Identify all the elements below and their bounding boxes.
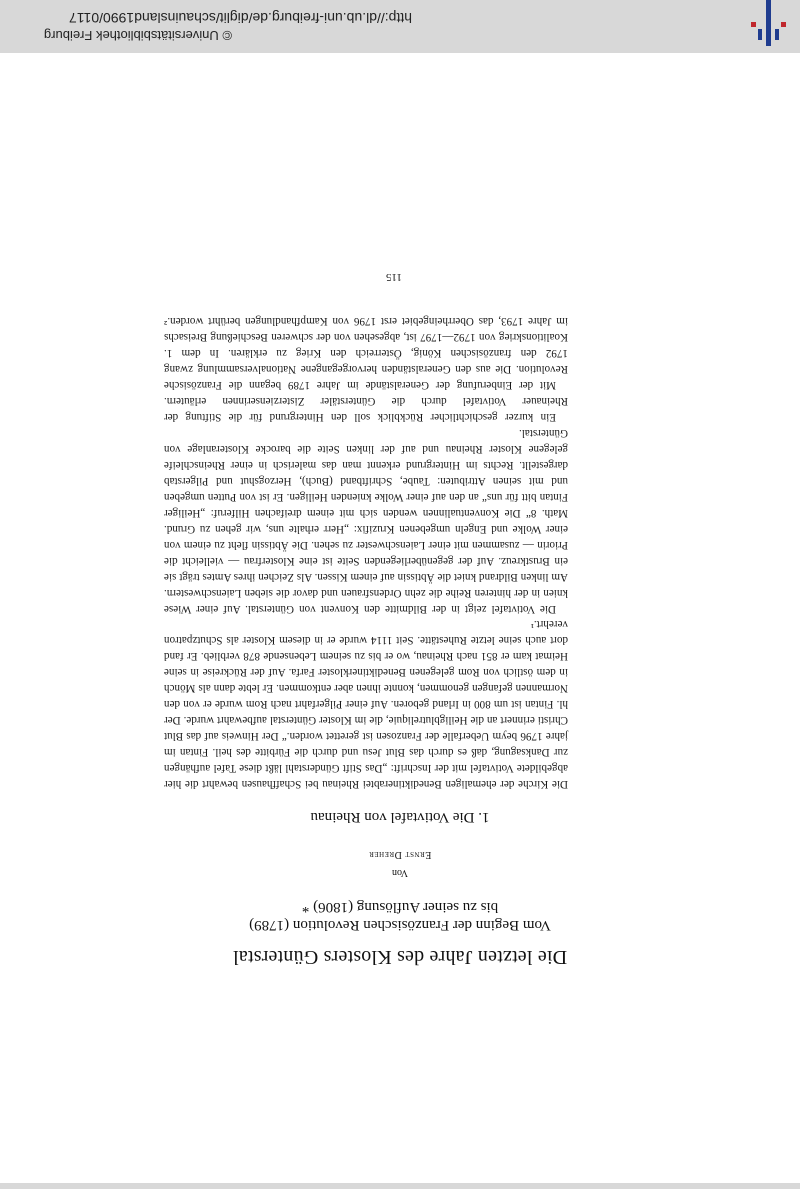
paragraph: Die Kirche der ehemaligen Benediktinerabtei Rheinau bei Schaffhausen bewahrt die hier abgebildete Votivtafel mit der Inschrift: „Das Stift Günderstahl läßt diese Tafel aufhängen zur Danksagung, daß es durch das Blut Jesu und durch die Fürbitte des heil. Fintan im jahre 1796 beym Ueberfalle der Franzosen ist gerettet worden.“ Der Hinweis auf das Blut Christi erinnert an die Heiligblutreliquie, die im Kloster Günterstal aufbewahrt wurde. Der hl. Fintan ist um 800 in Irland geboren. Auf einer Pilgerfahrt nach Rom wurde er von den Normannen gefangen genommen, konnte ihnen aber entkommen. Er lebte dann als Mönch in dem östlich von Rom gelegenen Benediktinerkloster Farfa. Auf der Rückreise in seine Heimat kam er 851 nach Rheinau, wo er bis zu seinem Lebensende 878 verblieb. Er fand dort auch seine letzte Ruhestätte. Seit 1114 wurde er in diesem Kloster als Schutzpatron verehrt.¹ [164, 618, 568, 790]
byline-von: Von [392, 867, 408, 878]
article-subtitle-line1: Vom Beginn der Französischen Revolution (1789) [249, 917, 551, 933]
footer-bar [0, 1183, 800, 1189]
article-title: Die letzten Jahre des Klosters Günterstal [232, 946, 568, 968]
paragraph: Mit der Einberufung der Generalstände im Jahre 1789 begann die Französische Revolution. Die aus den Generalständen hervorgegangene Nationalversammlung zwang 1792 den französischen König, Österreich den Krieg zu erklären. In dem 1. Koalitionskrieg von 1792—1797 ist, abgesehen von der schweren Beschießung Breisachs im Jahre 1793, das Oberrheingebiet erst 1796 von Kampfhandlungen berührt worden.² [164, 315, 568, 392]
library-copyright: © Universitätsbibliothek Freiburg [43, 28, 232, 43]
page-number: 115 [385, 271, 403, 283]
document-url-link[interactable]: http://dl.ub.uni-freiburg.de/diglit/schauinsland1990/0117 [69, 10, 412, 26]
author-name: Ernst Dreher [368, 849, 432, 860]
university-library-logo-icon [746, 0, 792, 46]
paragraph: Die Votivtafel zeigt in der Bildmitte den Konvent von Günterstal. Auf einer Wiese knien in der hinteren Reihe die zehn Ordensfrauen und davor die sieben Laienschwestern. Am linken Bildrand kniet die Äbtissin auf einem Kissen. Als Zeichen ihres Amtes trägt sie ein Brustkreuz. Auf der gegenüberliegenden Seite ist eine Klosterfrau — vielleicht die Priorin — zusammen mit einer Laienschwester zu sehen. Die Äbtissin fleht zu einem von einer Wolke und Engeln umgebenen Kruzifix: „Herr erhalte uns, wir gehen zu Grund. Math. 8“ Die Konventualinnen wenden sich mit einem dreifachen Hilferuf: „Heiliger Fintan bitt für uns“ an den auf einer Wolke knienden Heiligen. Er ist von Putten umgeben und mit seinen Attributen: Taube, Schriftband (Buch), Herzogshut und Pilgerstab dargestellt. Rechts im Hintergrund erkennt man das malerisch in einer Rheinschleife gelegene Kloster Rheinau und auf der linken Seite die barocke Klosteranlage von Günterstal. [164, 427, 568, 615]
section-heading: 1. Die Votivtafel von Rheinau [310, 809, 490, 825]
paragraph: Ein kurzer geschichtlicher Rückblick soll den Hintergrund für die Stiftung der Rheinauer Votivtafel durch die Günterstäler Zisterzienserinnen erläutern. [164, 395, 568, 424]
article-body [164, 312, 568, 791]
article-subtitle-line2: bis zu seiner Auflösung (1806) * [301, 899, 499, 915]
